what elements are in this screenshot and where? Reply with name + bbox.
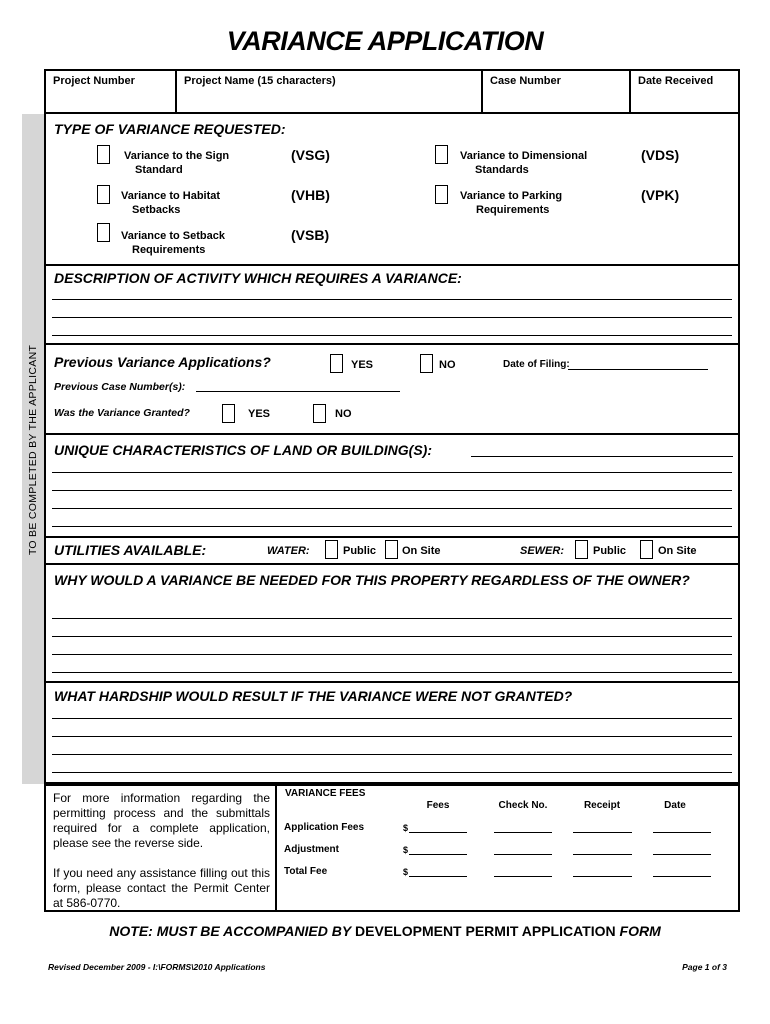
water-public-checkbox[interactable] [325,540,338,559]
granted-yes-checkbox[interactable] [222,404,235,423]
adjustment-label: Adjustment [284,844,339,855]
case-number-field[interactable] [489,90,623,110]
vds-code: (VDS) [641,147,680,163]
date-of-filing-label: Date of Filing: [503,359,570,370]
previous-case-label: Previous Case Number(s): [54,381,186,393]
sewer-onsite-label: On Site [658,545,697,557]
description-heading: DESCRIPTION OF ACTIVITY WHICH REQUIRES A VARIANCE: [54,270,462,286]
adjustment-check-field[interactable] [494,854,552,855]
hardship-line[interactable] [52,754,732,755]
unique-line[interactable] [52,526,732,527]
total-date-field[interactable] [653,876,711,877]
hardship-line[interactable] [52,718,732,719]
previous-heading: Previous Variance Applications? [54,354,271,370]
vsg-label: Variance to the Sign Standard [124,150,230,176]
why-heading: WHY WOULD A VARIANCE BE NEEDED FOR THIS PROPERTY REGARDLESS OF THE OWNER? [54,572,690,588]
application-fee-field[interactable] [409,832,467,833]
vds-checkbox[interactable] [435,145,448,164]
granted-label: Was the Variance Granted? [54,407,190,419]
case-number-label: Case Number [490,75,561,87]
sewer-public-checkbox[interactable] [575,540,588,559]
vsg-checkbox[interactable] [97,145,110,164]
unique-line[interactable] [471,456,733,457]
water-onsite-label: On Site [402,545,441,557]
description-line[interactable] [52,335,732,336]
total-receipt-field[interactable] [573,876,632,877]
adjustment-fee-field[interactable] [409,854,467,855]
unique-heading: UNIQUE CHARACTERISTICS OF LAND OR BUILDING(S): [54,442,432,458]
currency-sign: $ [403,867,409,877]
info-para-2: If you need any assistance filling out this form, please contact the Permit Center at 586-0770. [53,866,270,910]
previous-no-label: NO [439,359,456,371]
date-received-label: Date Received [638,75,714,87]
granted-no-checkbox[interactable] [313,404,326,423]
description-line[interactable] [52,299,732,300]
project-number-label: Project Number [53,75,135,87]
vpk-checkbox[interactable] [435,185,448,204]
previous-yes-checkbox[interactable] [330,354,343,373]
total-check-field[interactable] [494,876,552,877]
sewer-label: SEWER: [520,545,564,557]
why-line[interactable] [52,654,732,655]
fees-col-receipt: Receipt [583,800,621,811]
footer-revised: Revised December 2009 - I:\FORMS\2010 Applications [48,962,266,972]
water-public-label: Public [343,545,377,557]
total-fee-field[interactable] [409,876,467,877]
application-date-field[interactable] [653,832,711,833]
vds-label: Variance to Dimensional Standards [460,150,588,176]
sewer-onsite-checkbox[interactable] [640,540,653,559]
hardship-line[interactable] [52,736,732,737]
why-line[interactable] [52,618,732,619]
vpk-code: (VPK) [641,187,680,203]
project-name-label: Project Name (15 characters) [184,75,336,87]
currency-sign: $ [403,823,409,833]
page-title: VARIANCE APPLICATION [226,26,544,56]
application-fees-label: Application Fees [284,822,365,833]
hardship-line[interactable] [52,772,732,773]
sewer-public-label: Public [593,545,627,557]
why-line[interactable] [52,672,732,673]
unique-line[interactable] [52,508,732,509]
previous-no-checkbox[interactable] [420,354,433,373]
previous-case-field[interactable] [196,391,400,392]
adjustment-receipt-field[interactable] [573,854,632,855]
application-receipt-field[interactable] [573,832,632,833]
date-received-field[interactable] [637,90,735,110]
unique-line[interactable] [52,490,732,491]
type-heading: TYPE OF VARIANCE REQUESTED: [54,121,286,137]
vsb-label: Variance to Setback Requirements [121,230,225,256]
vsb-checkbox[interactable] [97,223,110,242]
unique-line[interactable] [52,472,732,473]
fees-col-fees: Fees [426,800,450,811]
fees-col-check: Check No. [498,800,548,811]
granted-no-label: NO [335,408,352,420]
adjustment-date-field[interactable] [653,854,711,855]
water-onsite-checkbox[interactable] [385,540,398,559]
why-line[interactable] [52,636,732,637]
hardship-heading: WHAT HARDSHIP WOULD RESULT IF THE VARIANCE WERE NOT GRANTED? [54,688,573,704]
fees-col-date: Date [664,800,686,811]
note: NOTE: MUST BE ACCOMPANIED BY DEVELOPMENT PERMIT APPLICATION FORM [109,923,661,939]
application-check-field[interactable] [494,832,552,833]
info-para-1: For more information regarding the permitting process and the submittals required for a complete application, please see the reverse side. [53,791,270,850]
previous-yes-label: YES [351,359,374,371]
sidebar-label: TO BE COMPLETED BY THE APPLICANT [27,344,39,556]
description-line[interactable] [52,317,732,318]
footer-page: Page 1 of 3 [682,962,727,972]
date-of-filing-field[interactable] [568,369,708,370]
vsb-code: (VSB) [291,227,330,243]
fees-heading: VARIANCE FEES [285,788,366,799]
water-label: WATER: [267,545,310,557]
utilities-heading: UTILITIES AVAILABLE: [54,542,207,558]
project-name-field[interactable] [183,90,475,110]
vhb-code: (VHB) [291,187,330,203]
vhb-label: Variance to Habitat Setbacks [121,190,221,216]
vsg-code: (VSG) [291,147,330,163]
granted-yes-label: YES [248,408,271,420]
vhb-checkbox[interactable] [97,185,110,204]
total-fee-label: Total Fee [284,866,328,877]
currency-sign: $ [403,845,409,855]
project-number-field[interactable] [52,90,170,110]
vpk-label: Variance to Parking Requirements [460,190,563,216]
